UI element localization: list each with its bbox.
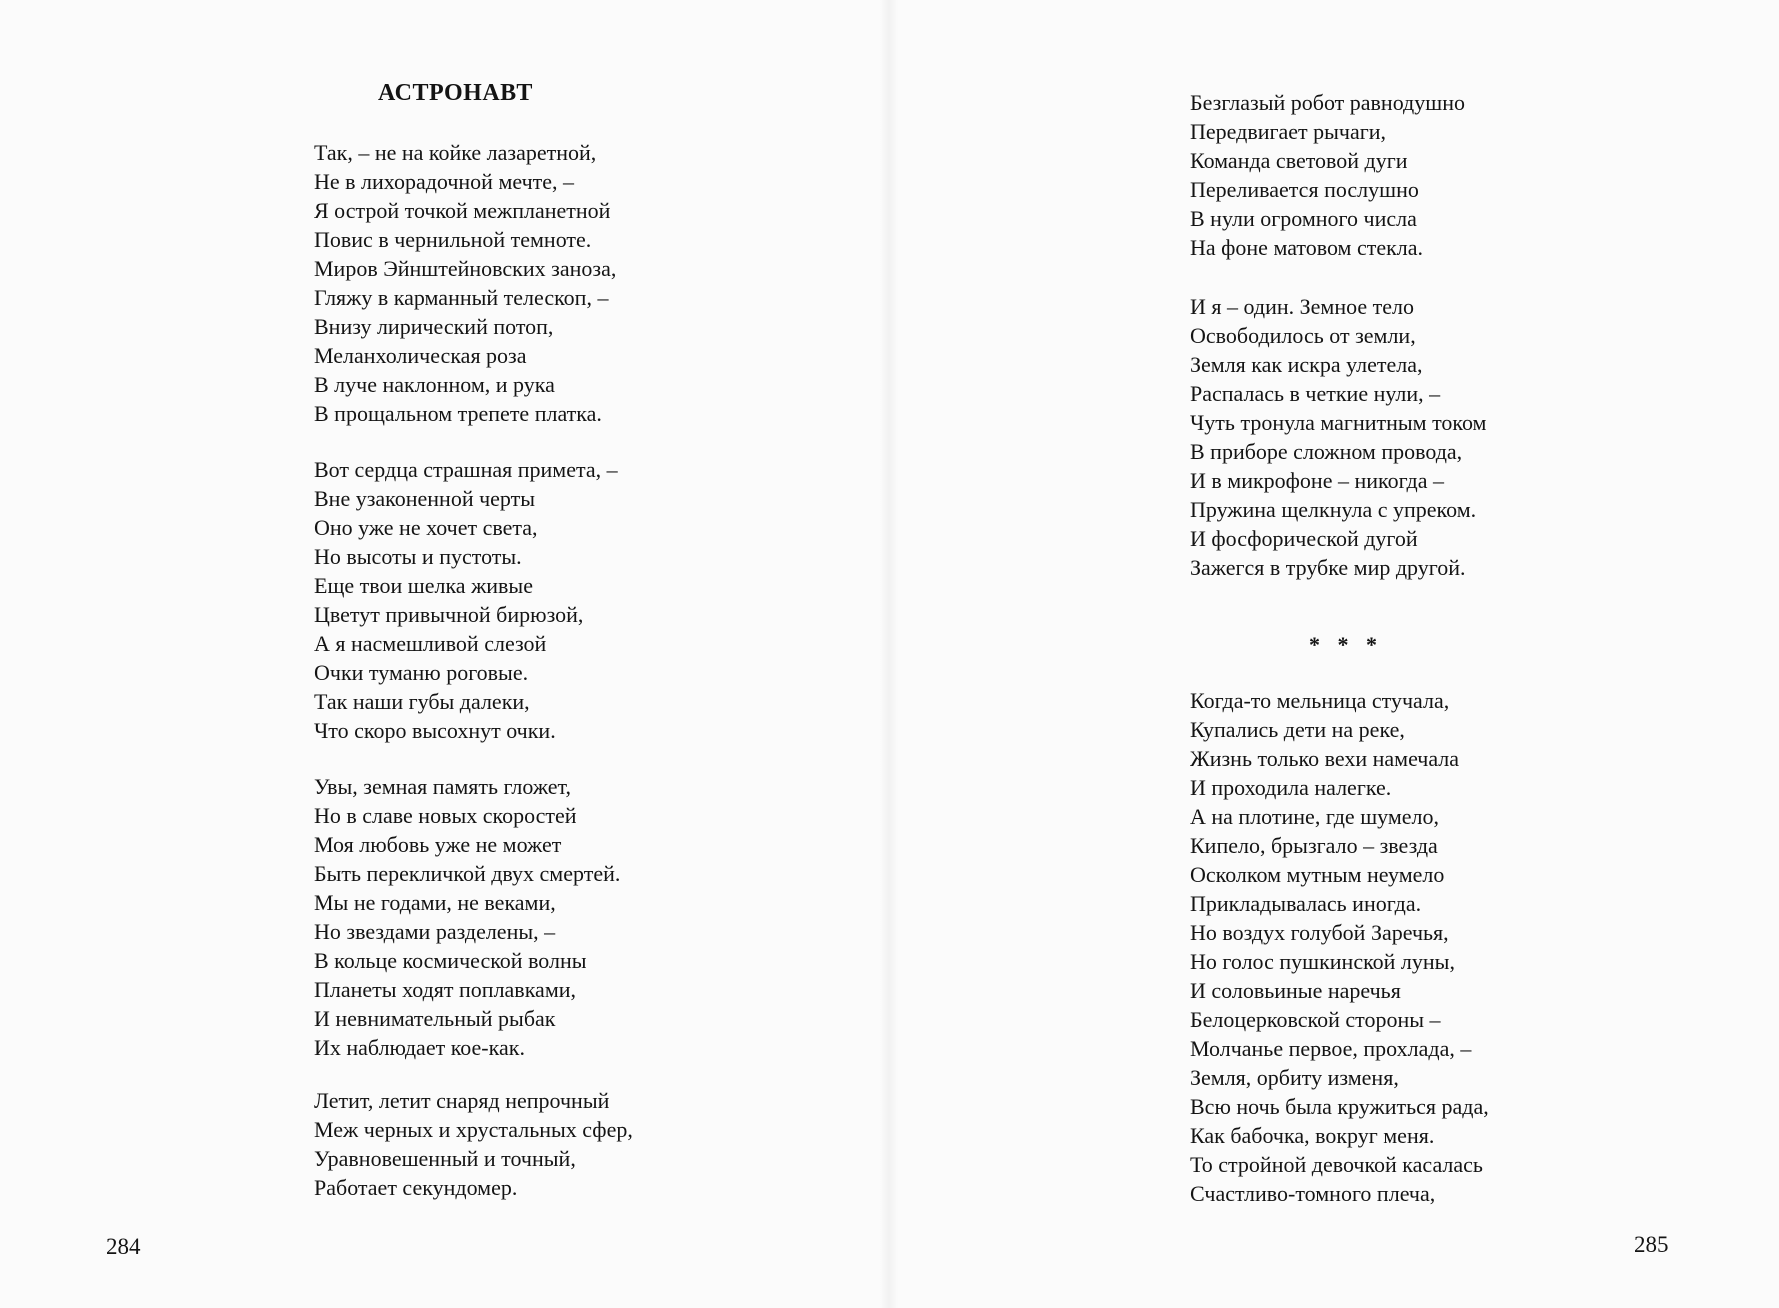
poem-line: Моя любовь уже не может bbox=[314, 832, 562, 857]
poem-line: Земля как искра улетела, bbox=[1190, 352, 1423, 377]
poem-line: Их наблюдает кое-как. bbox=[314, 1035, 525, 1060]
poem-line: Работает секундомер. bbox=[314, 1175, 518, 1200]
poem-line: Прикладывалась иногда. bbox=[1190, 891, 1422, 916]
poem-line: И невнимательный рыбак bbox=[314, 1006, 556, 1031]
poem-line: Вот сердца страшная примета, – bbox=[314, 457, 618, 482]
poem-line: Но высоты и пустоты. bbox=[314, 544, 522, 569]
poem-line: Увы, земная память гложет, bbox=[314, 774, 571, 799]
stanza-6 bbox=[1190, 292, 1486, 582]
poem-line: Жизнь только вехи намечала bbox=[1190, 746, 1460, 771]
page-number-right: 285 bbox=[1634, 1232, 1669, 1257]
poem-line: Команда световой дуги bbox=[1190, 148, 1408, 173]
poem-line: Но звездами разделены, – bbox=[314, 919, 556, 944]
poem-line: В кольце космической волны bbox=[314, 948, 587, 973]
stanza-2 bbox=[314, 455, 618, 745]
poem-title: АСТРОНАВТ bbox=[378, 80, 533, 106]
poem-line: Когда-то мельница стучала, bbox=[1190, 688, 1450, 713]
poem-line: Чуть тронула магнитным током bbox=[1190, 410, 1487, 435]
right-page bbox=[889, 0, 1779, 1308]
poem-line: Счастливо-томного плеча, bbox=[1190, 1181, 1436, 1206]
poem-line: Кипело, брызгало – звезда bbox=[1190, 833, 1438, 858]
poem-line: И соловьиные наречья bbox=[1190, 978, 1401, 1003]
poem-line: Передвигает рычаги, bbox=[1190, 119, 1387, 144]
poem-line: В прощальном трепете платка. bbox=[314, 401, 602, 426]
poem-line: Уравновешенный и точный, bbox=[314, 1146, 576, 1171]
poem-line: Так наши губы далеки, bbox=[314, 689, 530, 714]
poem-line: Молчанье первое, прохлада, – bbox=[1190, 1036, 1472, 1061]
poem-line: А на плотине, где шумело, bbox=[1190, 804, 1440, 829]
poem-line: Но голос пушкинской луны, bbox=[1190, 949, 1455, 974]
poem-line: Но в славе новых скоростей bbox=[314, 803, 577, 828]
poem-line: Внизу лирический потоп, bbox=[314, 314, 554, 339]
poem-line: Вне узаконенной черты bbox=[314, 486, 536, 511]
poem-line: Купались дети на реке, bbox=[1190, 717, 1405, 742]
poem-line: Зажегся в трубке мир другой. bbox=[1190, 555, 1466, 580]
poem-line: Безглазый робот равнодушно bbox=[1190, 90, 1465, 115]
poem-line: Распалась в четкие нули, – bbox=[1190, 381, 1441, 406]
poem-line: Как бабочка, вокруг меня. bbox=[1190, 1123, 1435, 1148]
poem-line: В нули огромного числа bbox=[1190, 206, 1417, 231]
poem-line: И в микрофоне – никогда – bbox=[1190, 468, 1444, 493]
poem-line: Всю ночь была кружиться рада, bbox=[1190, 1094, 1489, 1119]
poem-line: Земля, орбиту изменя, bbox=[1190, 1065, 1399, 1090]
stanza-7 bbox=[1190, 686, 1489, 1208]
stanza-5 bbox=[1190, 88, 1465, 262]
poem-line: Освободилось от земли, bbox=[1190, 323, 1416, 348]
left-page bbox=[0, 0, 889, 1308]
poem-line: Летит, летит снаряд непрочный bbox=[314, 1088, 610, 1113]
poem-line: Пружина щелкнула с упреком. bbox=[1190, 497, 1477, 522]
poem-line: Меланхолическая роза bbox=[314, 343, 527, 368]
poem-line: Так, – не на койке лазаретной, bbox=[314, 140, 597, 165]
poem-line: Еще твои шелка живые bbox=[314, 573, 533, 598]
section-separator: * * * bbox=[1309, 632, 1383, 657]
poem-line: Меж черных и хрустальных сфер, bbox=[314, 1117, 633, 1142]
poem-line: Оно уже не хочет света, bbox=[314, 515, 538, 540]
poem-line: Планеты ходят поплавками, bbox=[314, 977, 577, 1002]
poem-line: Но воздух голубой Заречья, bbox=[1190, 920, 1449, 945]
poem-line: Миров Эйнштейновских заноза, bbox=[314, 256, 617, 281]
poem-line: Очки туманю роговые. bbox=[314, 660, 529, 685]
poem-line: И проходила налегке. bbox=[1190, 775, 1392, 800]
stanza-3 bbox=[314, 772, 620, 1062]
stanza-4 bbox=[314, 1086, 633, 1202]
poem-line: Повис в чернильной темноте. bbox=[314, 227, 592, 252]
poem-line: Я острой точкой межпланетной bbox=[314, 198, 611, 223]
poem-line: На фоне матовом стекла. bbox=[1190, 235, 1424, 260]
poem-line: В луче наклонном, и рука bbox=[314, 372, 555, 397]
poem-line: Переливается послушно bbox=[1190, 177, 1419, 202]
poem-line: И фосфорической дугой bbox=[1190, 526, 1418, 551]
page-number-left: 284 bbox=[106, 1234, 141, 1259]
poem-line: А я насмешливой слезой bbox=[314, 631, 547, 656]
poem-line: Мы не годами, не веками, bbox=[314, 890, 556, 915]
poem-line: Не в лихорадочной мечте, – bbox=[314, 169, 575, 194]
poem-line: Цветут привычной бирюзой, bbox=[314, 602, 584, 627]
poem-line: Что скоро высохнут очки. bbox=[314, 718, 556, 743]
poem-line: Осколком мутным неумело bbox=[1190, 862, 1445, 887]
poem-line: В приборе сложном провода, bbox=[1190, 439, 1463, 464]
stanza-1 bbox=[314, 138, 616, 428]
poem-line: Быть перекличкой двух смертей. bbox=[314, 861, 621, 886]
poem-line: Гляжу в карманный телескоп, – bbox=[314, 285, 609, 310]
poem-line: И я – один. Земное тело bbox=[1190, 294, 1414, 319]
poem-line: Белоцерковской стороны – bbox=[1190, 1007, 1441, 1032]
poem-line: То стройной девочкой касалась bbox=[1190, 1152, 1483, 1177]
